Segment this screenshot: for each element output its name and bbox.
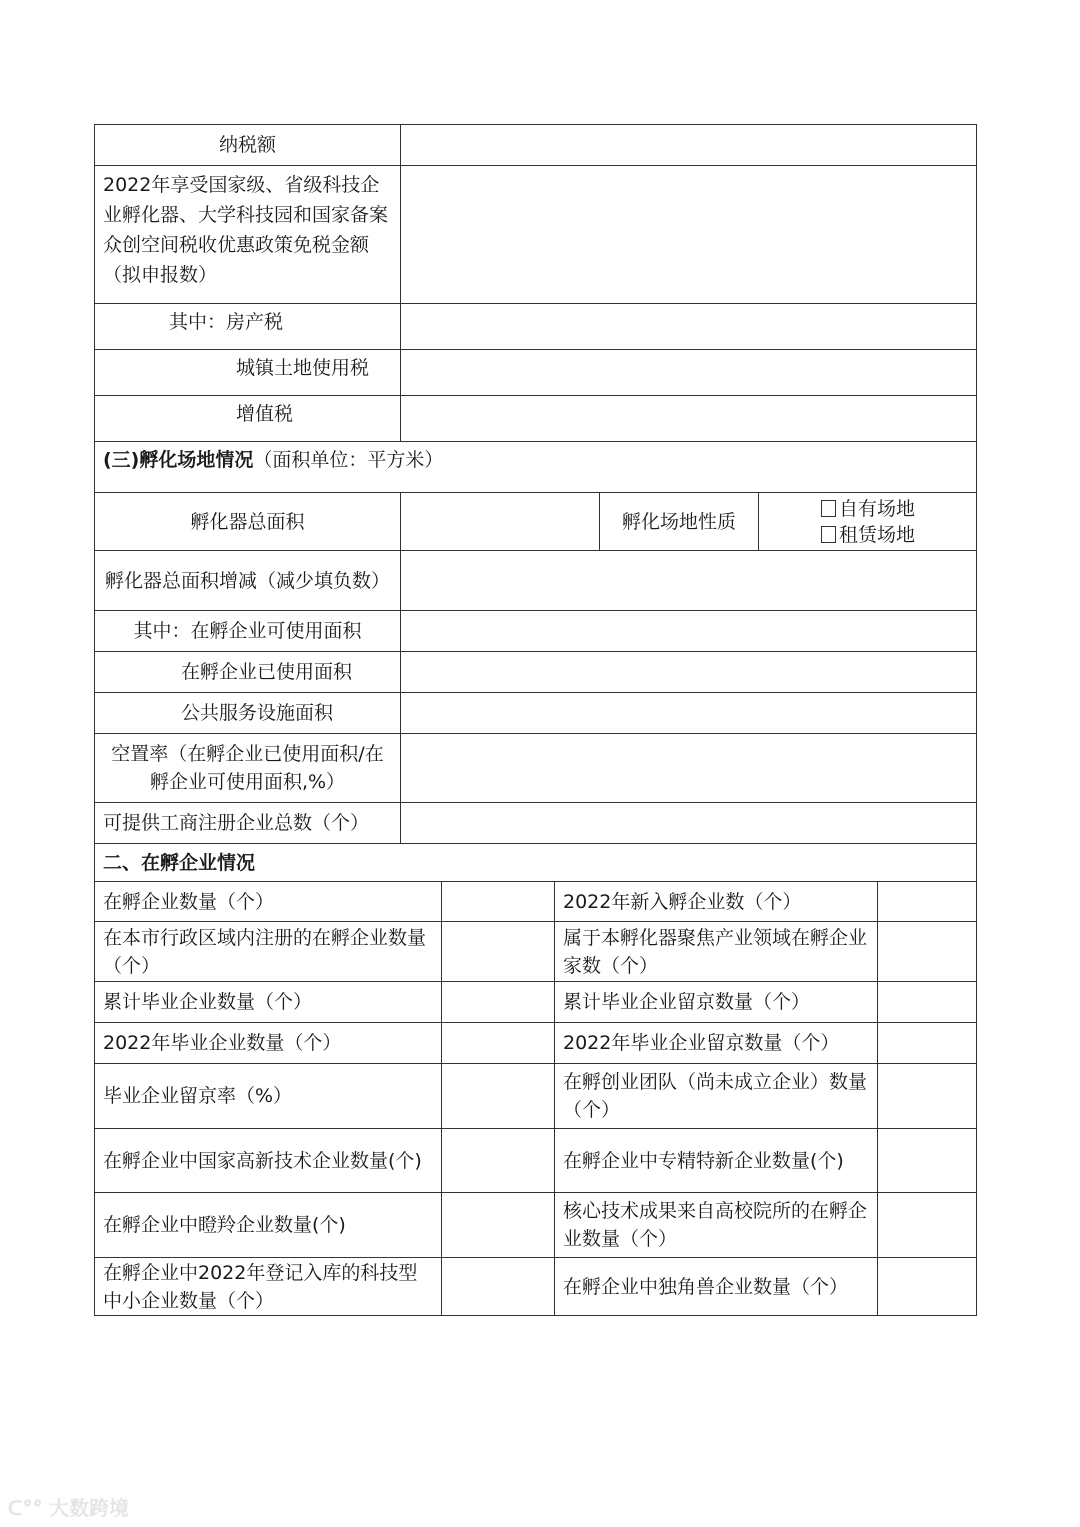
incubated-row-label: 累计毕业企业数量（个） [94,981,441,1022]
watermark-text: 大数跨境 [48,1496,129,1520]
property-tax-label: 其中：房产税 [94,303,400,349]
watermark-logo: ᑕ°° 大数跨境 [8,1496,129,1520]
tax-exemption-label: 2022年享受国家级、省级科技企业孵化器、大学科技园和国家备案众创空间税收优惠政策免税金额（拟申报数） [94,165,400,303]
property-tax-field[interactable] [400,303,977,349]
incubated-row-label: 在孵创业团队（尚未成立企业）数量（个） [554,1063,877,1128]
total-area-label: 孵化器总面积 [94,492,400,550]
incubated-row-field[interactable] [441,1257,554,1316]
incubated-row-field[interactable] [441,881,554,921]
used-area-label: 在孵企业已使用面积 [94,651,400,692]
incubated-row-field[interactable] [877,921,977,981]
incubated-row-label: 核心技术成果来自高校院所的在孵企业数量（个） [554,1192,877,1257]
site-nature-options [758,492,977,550]
leased-site-checkbox[interactable] [821,522,915,548]
checkbox-icon [821,500,836,517]
vat-label: 增值税 [94,395,400,441]
report-form-table [94,124,977,1316]
registrable-field[interactable] [400,802,977,843]
tax-exemption-field[interactable] [400,165,977,303]
site-header-unit: （面积单位：平方米） [253,449,444,471]
incubated-row-field[interactable] [877,981,977,1022]
incubated-row-field[interactable] [441,1192,554,1257]
site-section-header [94,441,977,492]
public-area-field[interactable] [400,692,977,733]
usable-area-label: 其中：在孵企业可使用面积 [94,610,400,651]
leased-site-label: 租赁场地 [838,523,915,546]
land-tax-field[interactable] [400,349,977,395]
incubated-row-label: 在本市行政区域内注册的在孵企业数量（个） [94,921,441,981]
land-tax-label: 城镇土地使用税 [94,349,400,395]
vat-field[interactable] [400,395,977,441]
incubated-row-field[interactable] [877,1192,977,1257]
vacancy-field[interactable] [400,733,977,802]
owned-site-label: 自有场地 [838,497,915,520]
usable-area-field[interactable] [400,610,977,651]
tax-paid-field[interactable] [400,124,977,165]
checkbox-icon [821,526,836,543]
area-change-label: 孵化器总面积增减（减少填负数） [94,550,400,610]
incubated-row-field[interactable] [877,1128,977,1192]
incubated-row-label: 2022年毕业企业数量（个） [94,1022,441,1063]
incubated-row-field[interactable] [877,881,977,921]
incubated-row-field[interactable] [877,1063,977,1128]
incubated-row-field[interactable] [441,1022,554,1063]
total-area-field[interactable] [400,492,599,550]
incubated-row-label: 在孵企业中专精特新企业数量(个) [554,1128,877,1192]
public-area-label: 公共服务设施面积 [94,692,400,733]
incubated-row-label: 毕业企业留京率（%） [94,1063,441,1128]
incubated-row-label: 属于本孵化器聚焦产业领域在孵企业家数（个） [554,921,877,981]
site-nature-label: 孵化场地性质 [599,492,758,550]
incubated-row-field[interactable] [877,1022,977,1063]
vacancy-label: 空置率（在孵企业已使用面积/在孵企业可使用面积,%） [94,733,400,802]
tax-paid-label: 纳税额 [94,124,400,165]
site-header-title: (三)孵化场地情况 [103,449,254,471]
incubated-row-field[interactable] [877,1257,977,1316]
used-area-field[interactable] [400,651,977,692]
incubated-section-header: 二、在孵企业情况 [94,843,977,881]
incubated-row-field[interactable] [441,1128,554,1192]
incubated-row-label: 在孵企业中国家高新技术企业数量(个) [94,1128,441,1192]
incubated-row-label: 在孵企业中瞪羚企业数量(个) [94,1192,441,1257]
owned-site-checkbox[interactable] [821,496,915,522]
registrable-label: 可提供工商注册企业总数（个） [94,802,400,843]
incubated-row-field[interactable] [441,1063,554,1128]
incubated-row-field[interactable] [441,981,554,1022]
incubated-row-label: 在孵企业中独角兽企业数量（个） [554,1257,877,1316]
incubated-row-label: 2022年毕业企业留京数量（个） [554,1022,877,1063]
incubated-row-label: 在孵企业数量（个） [94,881,441,921]
area-change-field[interactable] [400,550,977,610]
incubated-row-label: 累计毕业企业留京数量（个） [554,981,877,1022]
incubated-row-label: 2022年新入孵企业数（个） [554,881,877,921]
incubated-row-field[interactable] [441,921,554,981]
incubated-row-label: 在孵企业中2022年登记入库的科技型中小企业数量（个） [94,1257,441,1316]
